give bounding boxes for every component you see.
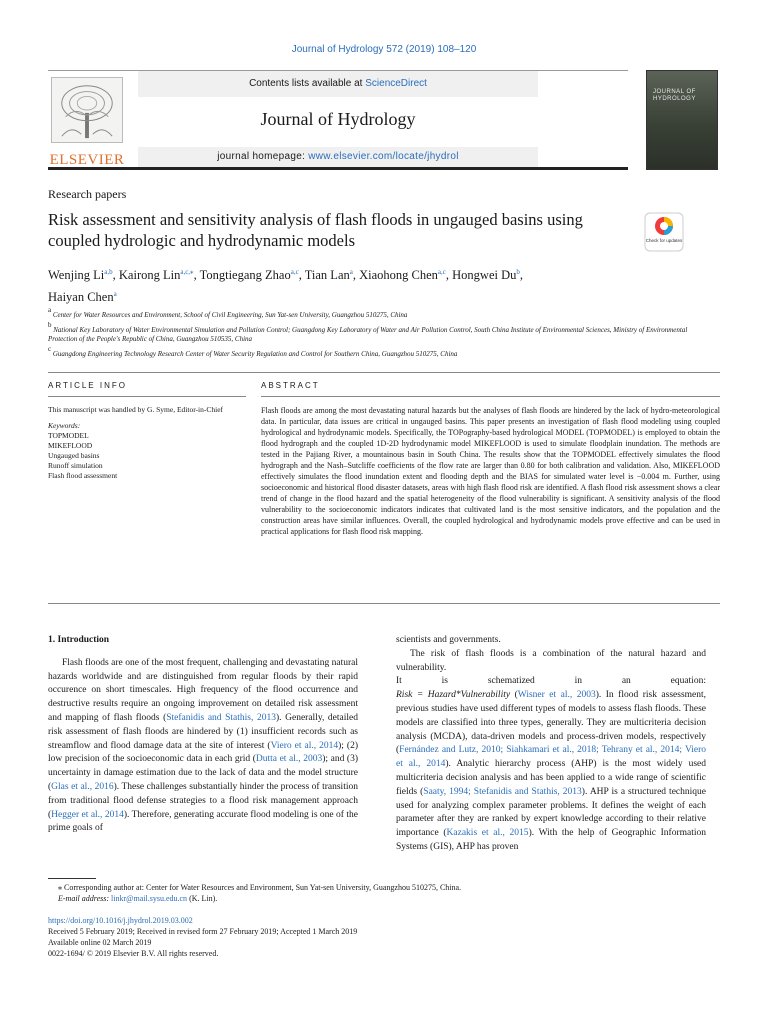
keyword: Flash flood assessment <box>48 471 118 480</box>
author-list <box>48 263 688 307</box>
homepage-line <box>138 147 538 167</box>
author-name[interactable]: Kairong Lin <box>118 268 181 282</box>
text-run: ). Generally, detailed risk assessment of flash floods are hindered by (1) insufficient records such as streamflow and flood damage data at the site of interest ( <box>48 712 358 751</box>
crossmark-icon[interactable] <box>644 212 684 252</box>
intro-paragraph-2 <box>396 648 706 676</box>
intro-paragraph-2-cont: Risk = Hazard*Vulnerability (Wisner et al., 2003). In flood risk assessment, previous studies have used different types of models to assess flash floods. These models are classified into three types, generally. They are multicriteria decision analysis (MCDA), data-driven models and process-driven models, respectively (Fernández and Lutz, 2010; Siahkamari et al., 2018; Tehrany et al., 2014; Viero et al., 2014). Analytic hierarchy process (AHP) is the most widely used multicriteria decision analysis and has been applied to a wide range of scientific fields (Saaty, 1994; Stefanidis and Stathis, 2013). AHP is a structured technique used for analyzing complex parameter problems. It defines the weight of each parameter after they are ranked by expert knowledge according to their relative importance (Kazakis et al., 2015). With the help of Geographic Information Systems (GIS), AHP has proven <box>396 690 707 852</box>
author-affiliation-marker[interactable]: a <box>113 290 117 298</box>
elsevier-logo[interactable] <box>48 77 126 167</box>
text-run: ). These challenges substantially hinder the process of transition from traditional flood defense strategies to a flood risk management approach ( <box>48 781 358 820</box>
author-affiliation-marker[interactable]: a,c <box>290 268 299 276</box>
text-run: ). With the help of Geographic Information Systems (GIS), AHP has proven <box>396 828 706 852</box>
abstract-rule <box>261 396 720 397</box>
reference-link[interactable]: Kazakis et al., 2015 <box>446 828 529 839</box>
email-link[interactable]: linkr@mail.sysu.edu.cn <box>111 894 188 903</box>
author-name[interactable]: Tongtiegang Zhao <box>199 268 291 282</box>
masthead <box>48 70 628 170</box>
body-column-left <box>48 634 358 836</box>
sciencedirect-link[interactable]: ScienceDirect <box>365 78 427 89</box>
crossmark-label: Check for updates <box>645 238 683 243</box>
available-online: Available online 02 March 2019 <box>48 938 152 947</box>
word: is <box>441 676 448 687</box>
word: schematized <box>487 676 535 687</box>
journal-citation-link[interactable]: Journal of Hydrology 572 (2019) 108–120 <box>291 44 477 55</box>
reference-link[interactable]: Wisner et al., 2003 <box>517 690 596 701</box>
author-separator: , <box>445 268 453 282</box>
article-info-rule <box>48 396 246 397</box>
text-run: ). Therefore, generating accurate flood modeling is one of the prime goals of <box>48 809 358 834</box>
body-column-right <box>396 634 706 855</box>
author-name[interactable]: Hongwei Du <box>452 268 517 282</box>
word: equation: <box>670 676 706 687</box>
reference-link[interactable]: Dutta et al., 2003 <box>255 754 323 765</box>
keyword-list <box>48 431 246 481</box>
reference-link[interactable]: Fernández and Lutz, 2010; Siahkamari et al., 2018; Tehrany et al., 2014; Viero et al., 2014 <box>396 745 706 770</box>
affiliation <box>48 345 688 360</box>
footnote-rule <box>48 878 96 879</box>
abstract-bottom-rule <box>48 603 720 604</box>
keyword: MIKEFLOOD <box>48 441 93 450</box>
author-separator: , <box>352 268 360 282</box>
affiliation-text: Center for Water Resources and Environment, School of Civil Engineering, Sun Yat-sen University, Guangzhou 510275, China <box>52 311 408 319</box>
affiliation-marker: c <box>48 344 52 353</box>
word: an <box>621 676 631 687</box>
text-run: ). Analytic hierarchy process (AHP) is the most widely used multicriteria decision analysis and has been applied to a wide range of scientific fields ( <box>396 759 706 797</box>
affiliation-marker: b <box>48 320 52 329</box>
cover-title: JOURNAL OF HYDROLOGY <box>653 89 696 102</box>
keyword: Ungauged basins <box>48 451 100 460</box>
author-separator: , <box>298 268 305 282</box>
contents-line <box>138 71 538 97</box>
justified-line <box>396 675 706 689</box>
affiliation <box>48 306 688 321</box>
author-affiliation-marker[interactable]: a,c <box>437 268 446 276</box>
text-run: Flash floods are one of the most frequent, challenging and devastating natural hazards worldwide and are distinguished from regular floods by their rapid occurence on short timescales. High frequency of the flood occurrence and destructive results require an ongoing improvement on detailed risk assessment and mapping of flash floods ( <box>48 657 358 723</box>
author-affiliation-marker[interactable]: a <box>349 268 353 276</box>
continued-text: scientists and governments. <box>396 635 501 645</box>
word: in <box>574 676 582 687</box>
keywords-label: Keywords: <box>48 421 81 430</box>
email-suffix: (K. Lin). <box>187 894 218 903</box>
keyword: Runoff simulation <box>48 461 103 470</box>
footnotes <box>48 882 720 904</box>
contents-prefix: Contents lists available at <box>249 78 366 89</box>
author-separator: , <box>112 268 119 282</box>
header-divider <box>48 372 720 373</box>
text-run: ). AHP is a structured technique used for analyzing complex parameter problems. It defines the weight of each parameter after they are ranked by expert knowledge according to their relative importance ( <box>396 786 706 839</box>
section-heading: 1. Introduction <box>48 635 110 645</box>
author-separator: , <box>193 268 200 282</box>
homepage-link[interactable]: www.elsevier.com/locate/jhydrol <box>308 151 459 162</box>
reference-link[interactable]: Stefanidis and Stathis, 2013 <box>166 712 276 723</box>
elsevier-tree-icon <box>51 77 123 143</box>
article-info-body <box>48 405 246 481</box>
reference-link[interactable]: Glas et al., 2016 <box>51 781 114 792</box>
author-affiliation-marker[interactable]: b <box>516 268 520 276</box>
author-separator: , <box>519 268 523 282</box>
doi-link[interactable]: https://doi.org/10.1016/j.jhydrol.2019.03.002 <box>48 916 193 925</box>
reference-link[interactable]: Hegger et al., 2014 <box>51 809 124 820</box>
email-label: E-mail address: <box>58 894 112 903</box>
received-dates: Received 5 February 2019; Received in revised form 27 February 2019; Accepted 1 March 2019 <box>48 927 358 936</box>
corresponding-author-note: ⁎ Corresponding author at: Center for Water Resources and Environment, Sun Yat-sen University, Guangzhou 510275, China. <box>58 883 462 892</box>
article-info-heading: ARTICLE INFO <box>48 381 127 390</box>
author-name[interactable]: Haiyan Chen <box>48 290 114 304</box>
affiliation-marker: a <box>48 306 52 314</box>
journal-cover-thumbnail[interactable] <box>646 70 718 170</box>
copyright: 0022-1694/ © 2019 Elsevier B.V. All rights reserved. <box>48 949 219 958</box>
author-name[interactable]: Tian Lan <box>304 268 350 282</box>
author-name[interactable]: Xiaohong Chen <box>359 268 438 282</box>
article-title: Risk assessment and sensitivity analysis of flash floods in ungauged basins using coupled hydrologic and hydrodynamic models <box>48 210 583 250</box>
journal-title: Journal of Hydrology <box>260 109 416 129</box>
keyword: TOPMODEL <box>48 431 89 440</box>
intro-paragraph-1 <box>48 657 358 836</box>
word: It <box>396 676 402 687</box>
text-run: . In flood risk assessment, previous studies have used different types of models to assess flash floods. These models are classified into three types, generally. They are multicriteria decision analysis (MCDA), data-driven models and process-driven models, respectively ( <box>396 690 707 756</box>
handled-by: This manuscript was handled by G. Syme, Editor-in-Chief <box>48 405 224 414</box>
abstract-heading: ABSTRACT <box>261 381 320 390</box>
email-note <box>48 893 720 904</box>
publication-info <box>48 915 720 959</box>
reference-link[interactable]: Saaty, 1994; Stefanidis and Stathis, 2013 <box>423 786 582 797</box>
affiliation <box>48 321 688 345</box>
risk-equation: Risk = Hazard*Vulnerability <box>396 690 511 701</box>
author-name[interactable]: Wenjing Li <box>48 268 105 282</box>
author-affiliation-marker[interactable]: a,b <box>104 268 113 276</box>
reference-link[interactable]: Viero et al., 2014 <box>270 740 339 751</box>
affiliation-list <box>48 306 688 359</box>
homepage-prefix: journal homepage: <box>217 151 309 162</box>
text-run: ); and (3) uncertainty in damage estimation due to the lack of data and the model structure ( <box>48 754 358 792</box>
affiliation-text: National Key Laboratory of Water Environmental Simulation and Pollution Control; Guangdong Key Laboratory of Water and Air Pollution Control, South China Institute of Environmental Sciences, Ministry of Environmental Protection of the People's Republic of China, Guangzhou 510535, China <box>48 325 688 343</box>
author-affiliation-marker[interactable]: a,c,⁎ <box>180 268 194 276</box>
publisher-name: ELSEVIER <box>49 152 125 168</box>
text-run: ); (2) low precision of the socioeconomic data in each grid ( <box>48 740 358 765</box>
affiliation-text: Guangdong Engineering Technology Research Center of Water Security Regulation and Control for Southern China, Guangzhou 510275, China <box>52 349 458 358</box>
section-type: Research papers <box>48 187 127 201</box>
text-run: The risk of flash floods is a combination of the natural hazard and vulnerability. <box>396 648 706 673</box>
abstract-text: Flash floods are among the most devastating natural hazards but the analyses of flash floods are hindered by the lack of hydro-meteorological data. In particular, data issues are critical in ungauged basins. This paper presents an investigation of flash flood modeling using coupled hydrological and hydrodynamic models. Specifically, the TOPography-based hydrological MODEL (TOPMODEL) is employed to obtain the flood hydrograph and the coupled 1D-2D hydrodynamic model MIKEFLOOD is used to simulate floodplain inundation. The methods are tested in the Pajiang River, a mountainous basin in South China. The results show that the TOPMODEL effectively simulates the flood hydrograph and the Nash–Sutcliffe coefficients of the flow rate are larger than 0.80 for both calibration and validation. Also, MIKEFLOOD effectively simulates the flood inundation extent and flooding depth and the BIAS for simulated water level is −0.004 m. Further, using socioeconomic and historical flood disaster datasets, areas with high flash flood risk are identified. A flash flood risk assessment shows a clear trend of change in the flood hazard and the spatial heterogeneity of the flood vulnerability is significant. A sensitivity analysis of the flood vulnerability to the socioeconomic indicators indicates that cultivated land is the most sensitive indicators, and the population and the construction areas have similar influences. Overall, the coupled hydrological and hydrodynamic models prove effective and can be used in practical applications for flash flood risk mapping. <box>261 406 720 536</box>
